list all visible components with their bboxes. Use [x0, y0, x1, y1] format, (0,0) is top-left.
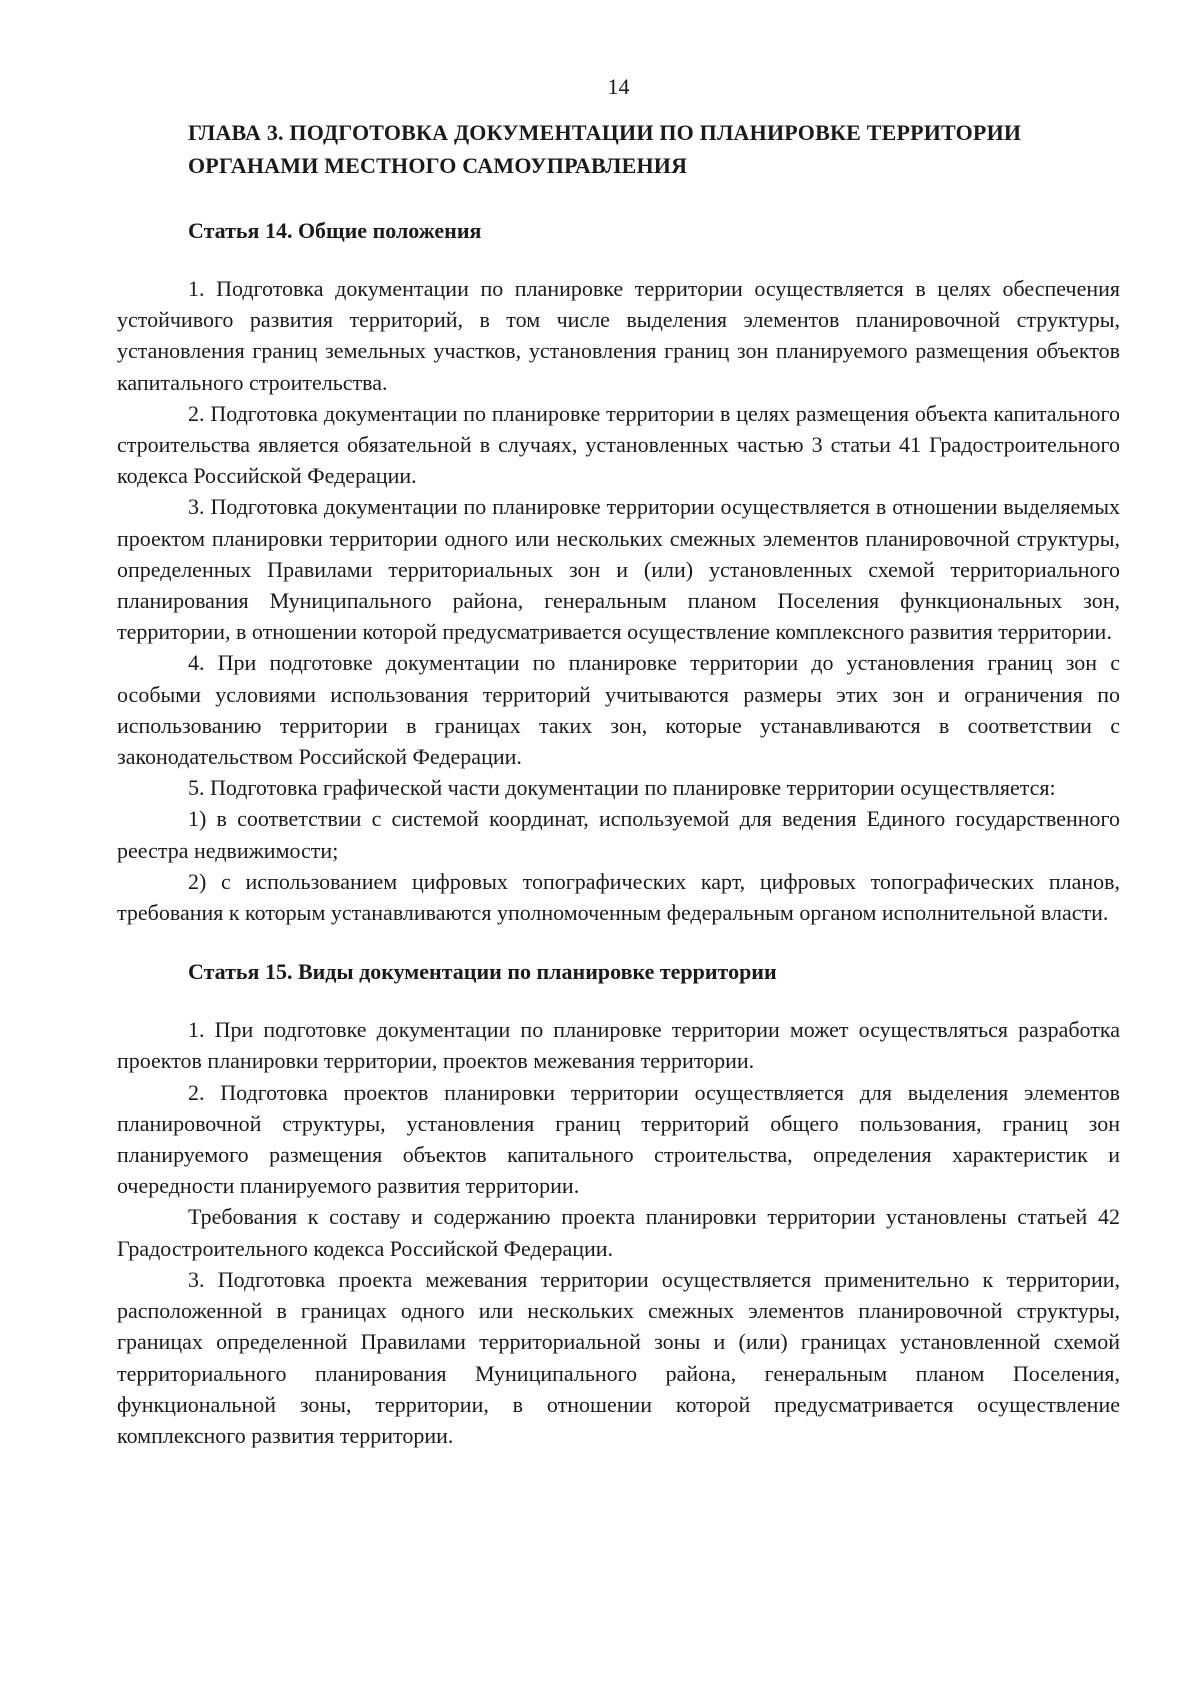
paragraph: 4. При подготовке документации по планировке территории до установления границ зон с особыми условиями использования территорий учитываются размеры этих зон и ограничения по использованию территории в границах таких зон, которые устанавливаются в соответствии с законодательством Российской Федерации.: [117, 650, 1120, 770]
paragraph: 2. Подготовка документации по планировке территории в целях размещения объекта капитального строительства является обязательной в случаях, установленных частью 3 статьи 41 Градостроительного кодекса Российской Федерации.: [117, 400, 1120, 489]
paragraph: 2. Подготовка проектов планировки территории осуществляется для выделения элементов планировочной структуры, установления границ территорий общего пользования, границ зон планируемого размещения объектов капитального строительства, определения характеристик и очередности планируемого развития территории.: [117, 1079, 1120, 1199]
page-number: 14: [607, 74, 630, 99]
article-15-body: [117, 1014, 1120, 1451]
article-14-body: [117, 273, 1120, 928]
paragraph: 5. Подготовка графической части документации по планировке территории осуществляется:: [188, 775, 1056, 801]
paragraph: 1. Подготовка документации по планировке территории осуществляется в целях обеспечения устойчивого развития территорий, в том числе выделения элементов планировочной структуры, установления границ земельных участков, установления границ зон планируемого размещения объектов капитального строительства.: [117, 276, 1120, 395]
paragraph: 3. Подготовка проекта межевания территории осуществляется применительно к территории, расположенной в границах одного или нескольких смежных элементов планировочной структуры, границах определенной Правилами территориальной зоны и (или) границах установленной схемой территориального планирования Муниципального района, генеральным планом Поселения, функциональной зоны, территории, в отношении которой предусматривается осуществление комплексного развития территории.: [117, 1266, 1120, 1448]
page-content: [117, 116, 1120, 1451]
list-item: 1) в соответствии с системой координат, используемой для ведения Единого государственного реестра недвижимости;: [117, 806, 1120, 863]
paragraph: 3. Подготовка документации по планировке территории осуществляется в отношении выделяемых проектом планировки территории одного или нескольких смежных элементов планировочной структуры, определенных Правилами территориальных зон и (или) установленных схемой территориального планирования Муниципального района, генеральным планом Поселения функциональных зон, территории, в отношении которой предусматривается осуществление комплексного развития территории.: [117, 494, 1120, 645]
paragraph: Требования к составу и содержанию проекта планировки территории установлены статьей 42 Градостроительного кодекса Российской Федерации.: [117, 1204, 1120, 1261]
paragraph: 1. При подготовке документации по планировке территории может осуществляться разработка проектов планировки территории, проектов межевания территории.: [117, 1017, 1120, 1074]
chapter-title: ГЛАВА 3. ПОДГОТОВКА ДОКУМЕНТАЦИИ ПО ПЛАНИРОВКЕ ТЕРРИТОРИИ ОРГАНАМИ МЕСТНОГО САМОУПРАВЛЕНИЯ: [188, 120, 1022, 178]
list-item: 2) с использованием цифровых топографических карт, цифровых топографических планов, требования к которым устанавливаются уполномоченным федеральным органом исполнительной власти.: [117, 868, 1120, 926]
article-14-title: Статья 14. Общие положения: [188, 218, 482, 243]
article-15-title: Статья 15. Виды документации по планировке территории: [188, 959, 777, 985]
